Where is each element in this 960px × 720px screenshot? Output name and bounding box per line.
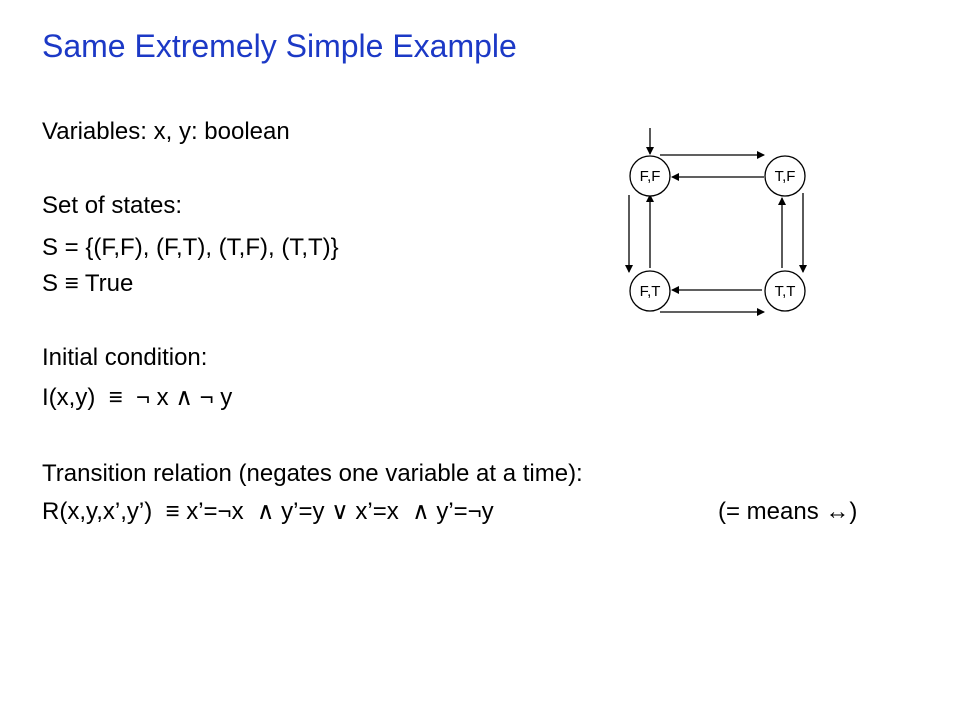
state-node-tf bbox=[765, 156, 805, 196]
state-label: T,F bbox=[774, 168, 796, 185]
state-label: F,F bbox=[639, 168, 661, 185]
transition-heading: Transition relation (negates one variable at a time): bbox=[42, 460, 583, 487]
initial-condition-heading: Initial condition: bbox=[42, 344, 208, 371]
states-true-line: S ≡ True bbox=[42, 270, 134, 297]
state-node-ft bbox=[630, 271, 670, 311]
state-label: T,T bbox=[774, 283, 796, 300]
states-set-line: S = {(F,F), (F,T), (T,F), (T,T)} bbox=[42, 234, 339, 261]
states-heading: Set of states: bbox=[42, 192, 183, 219]
slide-title: Same Extremely Simple Example bbox=[42, 28, 517, 64]
equals-means-note: (= means ↔) bbox=[718, 498, 858, 525]
state-label: F,T bbox=[639, 283, 661, 300]
transition-formula: R(x,y,x’,y’) ≡ x’=¬x ∧ y’=y ∨ x’=x ∧ y’=¬y bbox=[42, 498, 494, 525]
variables-line: Variables: x, y: boolean bbox=[42, 118, 290, 145]
initial-condition-formula: I(x,y) ≡ ¬ x ∧ ¬ y bbox=[42, 384, 233, 411]
state-node-tt bbox=[765, 271, 805, 311]
state-node-ff bbox=[630, 156, 670, 196]
